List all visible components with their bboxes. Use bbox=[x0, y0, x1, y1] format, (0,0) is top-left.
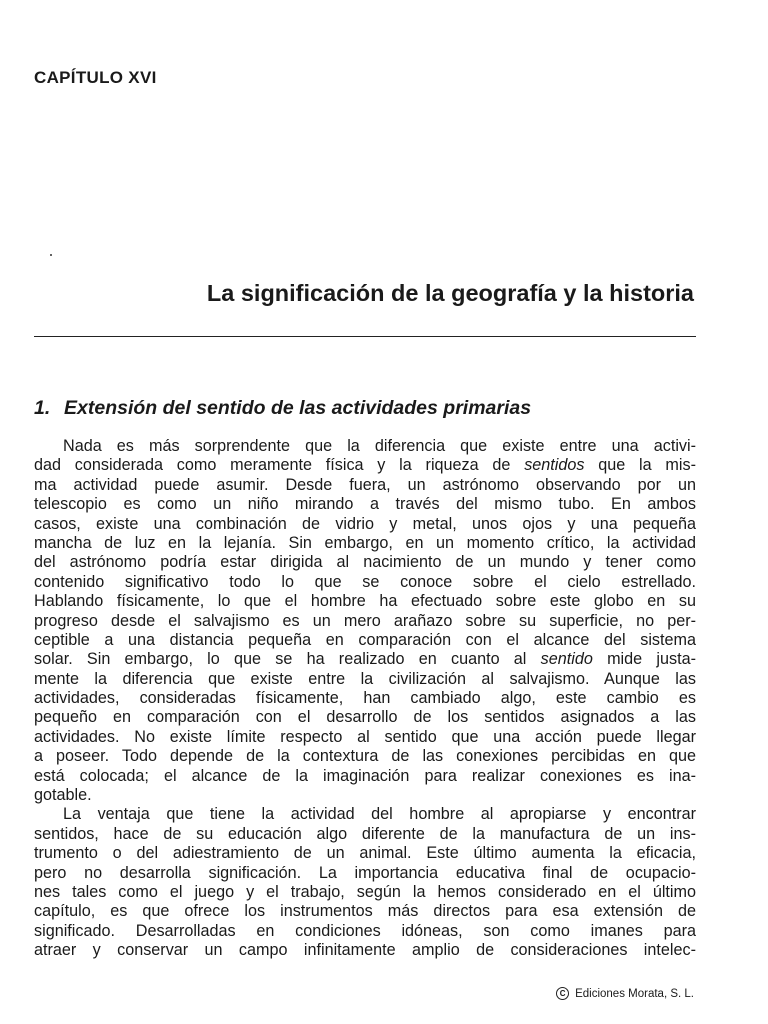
text-segment: telescopio es como un niño mirando a través del mismo tubo. En ambos bbox=[34, 495, 696, 514]
section-heading bbox=[34, 397, 531, 420]
text-line bbox=[34, 767, 696, 786]
footer bbox=[556, 987, 694, 1000]
text-line bbox=[34, 941, 696, 960]
text-segment: está colocada; el alcance de la imaginación para realizar conexiones es ina- bbox=[34, 766, 696, 785]
text-segment: trumento o del adiestramiento de un animal. Este último aumenta la eficacia, bbox=[34, 844, 696, 863]
text-segment: ma actividad puede asumir. Desde fuera, un astrónomo observando por un bbox=[34, 475, 696, 494]
section-title: Extensión del sentido de las actividades primarias bbox=[64, 397, 532, 419]
text-line bbox=[34, 631, 696, 650]
text-segment: casos, existe una combinación de vidrio y metal, unos ojos y una pequeña bbox=[34, 514, 696, 533]
text-line bbox=[34, 902, 696, 921]
body-text bbox=[34, 437, 696, 961]
text-segment: Nada es más sorprendente que la diferencia que existe entre una activi- bbox=[63, 437, 696, 455]
text-line bbox=[34, 670, 696, 689]
copyright-icon: C bbox=[556, 987, 569, 1000]
text-line bbox=[34, 650, 696, 669]
text-line bbox=[34, 573, 696, 592]
emphasis-text: sentidos bbox=[524, 456, 585, 475]
text-line bbox=[34, 708, 696, 727]
publisher-name: Ediciones Morata, S. L. bbox=[575, 987, 694, 1000]
text-line bbox=[34, 592, 696, 611]
text-line bbox=[34, 515, 696, 534]
text-segment: mente la diferencia que existe entre la civilización al salvajismo. Aunque las bbox=[34, 669, 696, 688]
text-segment: dad considerada como meramente física y la riqueza de bbox=[34, 456, 525, 475]
text-line bbox=[34, 456, 696, 475]
text-segment: mide justa- bbox=[592, 650, 696, 669]
text-line bbox=[34, 922, 696, 941]
text-line bbox=[34, 864, 696, 883]
text-line bbox=[34, 612, 696, 631]
text-segment: Hablando físicamente, lo que el hombre ha efectuado sobre este globo en su bbox=[34, 592, 696, 611]
text-segment: significado. Desarrolladas en condiciones idóneas, son como imanes para bbox=[34, 921, 696, 940]
text-line bbox=[34, 534, 696, 553]
text-segment: La ventaja que tiene la actividad del hombre al apropiarse y encontrar bbox=[63, 805, 696, 824]
text-segment: nes tales como el juego y el trabajo, según la hemos considerado en el último bbox=[34, 882, 696, 901]
text-segment: del astrónomo podría estar dirigida al nacimiento de un mundo y tener como bbox=[34, 553, 696, 572]
text-segment: pequeño en comparación con el desarrollo de los sentidos asignados a las bbox=[34, 708, 696, 727]
chapter-title: La significación de la geografía y la historia bbox=[206, 280, 694, 306]
text-line bbox=[34, 553, 696, 572]
text-segment: a poseer. Todo depende de la contextura de las conexiones percibidas en que bbox=[34, 747, 696, 766]
text-segment: contenido significativo todo lo que se conoce sobre el cielo estrellado. bbox=[34, 572, 696, 591]
text-segment: que la mis- bbox=[584, 456, 696, 475]
text-segment: atraer y conservar un campo infinitamente amplio de consideraciones intelec- bbox=[34, 941, 696, 960]
text-segment: gotable. bbox=[34, 786, 92, 805]
text-segment: actividades, consideradas físicamente, han cambiado algo, este cambio es bbox=[34, 689, 696, 708]
chapter-label: CAPÍTULO XVI bbox=[34, 68, 157, 87]
text-line bbox=[34, 689, 696, 708]
text-segment: ceptible a una distancia pequeña en comparación con el alcance del sistema bbox=[34, 630, 696, 649]
section-number: 1. bbox=[34, 397, 51, 419]
text-segment: sentidos, hace de su educación algo diferente de la manufactura de un ins- bbox=[34, 824, 696, 843]
text-line bbox=[34, 476, 696, 495]
text-line bbox=[34, 825, 696, 844]
text-segment: pero no desarrolla significación. La importancia educativa final de ocupacio- bbox=[34, 863, 696, 882]
text-segment: actividades. No existe límite respecto al sentido que una acción puede llegar bbox=[34, 727, 696, 746]
text-line bbox=[34, 747, 696, 766]
text-line bbox=[34, 844, 696, 863]
text-line bbox=[34, 495, 696, 514]
text-line bbox=[34, 437, 696, 456]
stray-dot bbox=[50, 254, 52, 256]
text-segment: mancha de luz en la lejanía. Sin embargo, en un momento crítico, la actividad bbox=[34, 533, 696, 552]
text-segment: solar. Sin embargo, lo que se ha realizado en cuanto al bbox=[34, 650, 541, 669]
text-line bbox=[34, 728, 696, 747]
text-line bbox=[34, 786, 696, 805]
text-line bbox=[34, 805, 696, 824]
emphasis-text: sentido bbox=[540, 650, 593, 669]
text-line bbox=[34, 883, 696, 902]
title-divider bbox=[34, 336, 696, 337]
text-segment: capítulo, es que ofrece los instrumentos más directos para esa extensión de bbox=[34, 902, 696, 921]
text-segment: progreso desde el salvajismo es un mero arañazo sobre su superficie, no per- bbox=[34, 611, 696, 630]
